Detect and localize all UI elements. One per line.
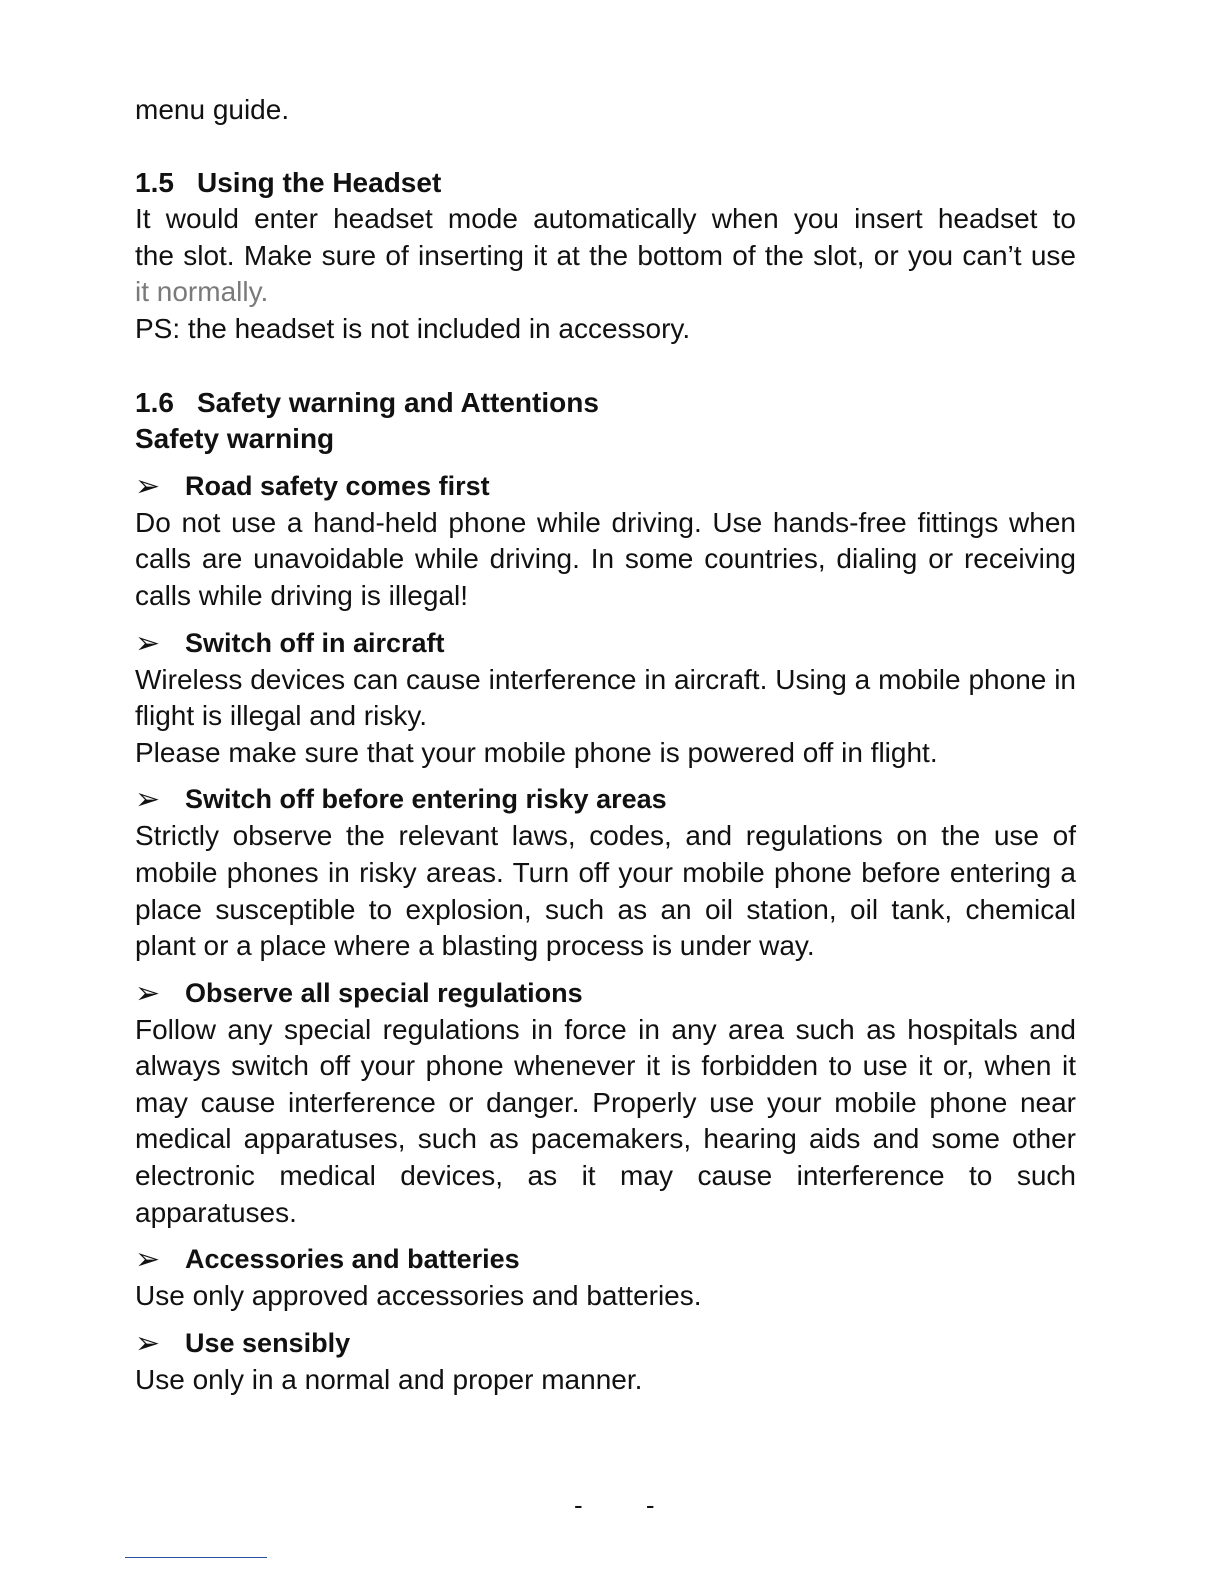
bullet-paragraph-extra: Please make sure that your mobile phone is powered off in flight.: [135, 736, 938, 768]
arrow-bullet-icon: ➢: [135, 469, 161, 503]
bullet-heading-special-regulations: [135, 975, 1076, 1012]
arrow-bullet-icon: ➢: [135, 1326, 161, 1360]
section-1-5-heading: [135, 165, 1076, 202]
paragraph-line: the slot. Make sure of inserting it at the bottom of the slot, or you can’t use: [135, 239, 1076, 271]
footnote-divider: [125, 1557, 267, 1558]
bullet-heading-aircraft: [135, 625, 1076, 662]
arrow-bullet-icon: ➢: [135, 976, 161, 1010]
section-1-6-heading: [135, 385, 1076, 422]
bullet-paragraph: Use only in a normal and proper manner.: [135, 1363, 643, 1395]
bullet-heading-text: Switch off before entering risky areas: [185, 784, 667, 815]
bullet-heading-text: Accessories and batteries: [185, 1244, 520, 1275]
bullet-heading-text: Road safety comes first: [185, 470, 490, 501]
page-number-marker: - -: [574, 1490, 683, 1520]
arrow-bullet-icon: ➢: [135, 783, 161, 817]
bullet-heading-text: Use sensibly: [185, 1327, 351, 1358]
bullet-heading-risky-areas: [135, 781, 1076, 818]
safety-warning-subtitle: Safety warning: [135, 423, 335, 455]
bullet-heading-text: Observe all special regulations: [185, 977, 583, 1008]
bullet-paragraph: Strictly observe the relevant laws, codes, and regulations on the use of mobile phones in risky areas. Turn off your mobile phone before entering a place susceptible to explosion, such as an oil station, oil tank, chemical plant or a place where a blasting process is under way.: [135, 820, 1076, 962]
bullet-heading-text: Switch off in aircraft: [185, 627, 445, 658]
section-number: 1.6: [135, 386, 174, 418]
bullet-heading-road-safety: [135, 468, 1076, 505]
section-title: Safety warning and Attentions: [197, 386, 599, 418]
bullet-paragraph: Follow any special regulations in force in any area such as hospitals and always switch off your phone whenever it is forbidden to use it or, when it may cause interference or danger. Properly use your mobile phone near medical apparatuses, such as pacemakers, hearing aids and some other electronic medical devices, as it may cause interference to such apparatuses.: [135, 1013, 1076, 1228]
document-page: [135, 92, 1076, 1398]
section-number: 1.5: [135, 166, 174, 198]
arrow-bullet-icon: ➢: [135, 626, 161, 660]
paragraph-line: It would enter headset mode automatically when you insert headset to: [135, 203, 1076, 235]
bullet-paragraph: Do not use a hand-held phone while driving. Use hands-free fittings when calls are unavoidable while driving. In some countries, dialing or receiving calls while driving is illegal!: [135, 506, 1076, 611]
arrow-bullet-icon: ➢: [135, 1243, 161, 1277]
intro-tail-text: menu guide.: [135, 94, 290, 125]
bullet-heading-use-sensibly: [135, 1325, 1076, 1362]
headset-note: PS: the headset is not included in accessory.: [135, 312, 691, 344]
bullet-paragraph: Use only approved accessories and batteries.: [135, 1280, 702, 1312]
bullet-paragraph: Wireless devices can cause interference in aircraft. Using a mobile phone in flight is illegal and risky.: [135, 663, 1076, 732]
bullet-heading-accessories: [135, 1241, 1076, 1278]
section-title: Using the Headset: [197, 166, 442, 198]
paragraph-line: it normally.: [135, 276, 269, 308]
